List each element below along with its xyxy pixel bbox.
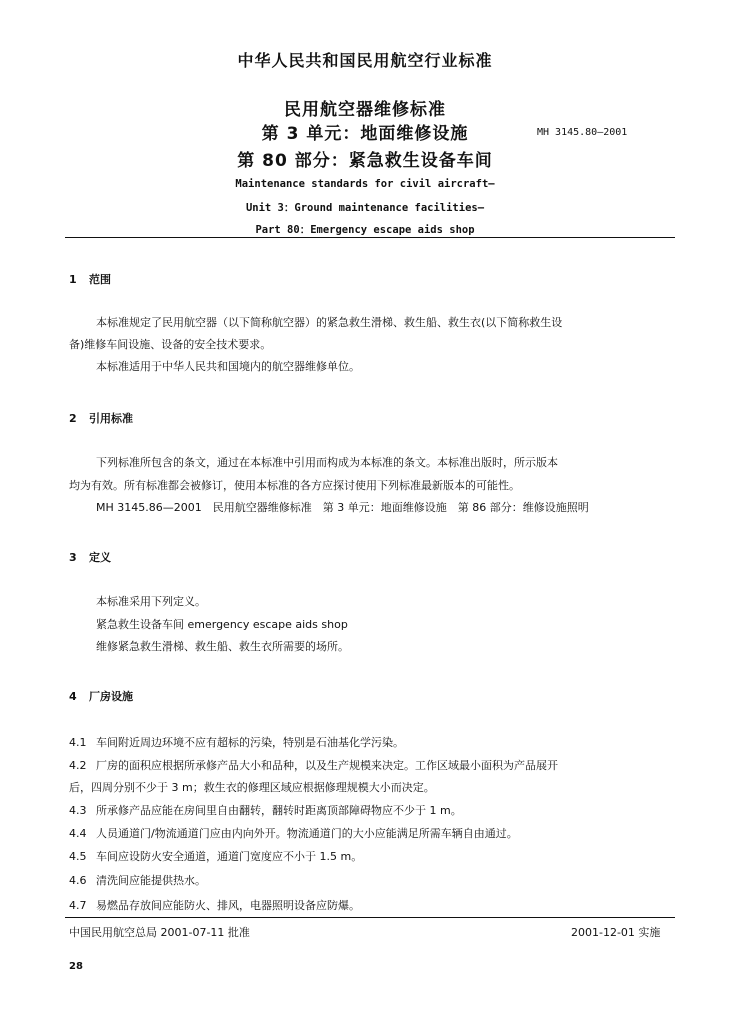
clause-4-1 [69, 732, 681, 754]
clause-text: 厂房的面积应根据所承修产品大小和品种，以及生产规模来决定。工作区域最小面积为产品展开 [96, 759, 558, 772]
approval-note: 中国民用航空总局 2001-07-11 批准 [69, 926, 250, 939]
english-title-line-1: Maintenance standards for civil aircraft— [235, 178, 495, 190]
title-line-3: 第 80 部分：紧急救生设备车间 [237, 151, 493, 171]
clause-4-2 [69, 755, 681, 777]
section-title: 引用标准 [89, 412, 133, 425]
title-line-1: 民用航空器维修标准 [284, 100, 446, 120]
section-heading-definitions [69, 549, 111, 565]
paragraph-line: 下列标准所包含的条文，通过在本标准中引用而构成为本标准的条文。本标准出版时，所示版本 [96, 456, 558, 469]
reference-item: MH 3145.86—2001 民用航空器维修标准 第 3 单元：地面维修设施 第 86 部分：维修设施照明 [96, 501, 589, 514]
english-title-line-3: Part 80：Emergency escape aids shop [255, 224, 475, 236]
section-title: 厂房设施 [89, 690, 133, 703]
clause-4-3 [69, 800, 681, 822]
paragraph-line: 本标准适用于中华人民共和国境内的航空器维修单位。 [96, 360, 360, 373]
section-number: 2 [69, 412, 77, 425]
clause-number: 4.2 [69, 759, 87, 772]
clause-text: 人员通道门/物流通道门应由内向外开。物流通道门的大小应能满足所需车辆自由通过。 [96, 827, 518, 840]
paragraph-line: 备)维修车间设施、设备的安全技术要求。 [69, 338, 272, 351]
clause-number: 4.4 [69, 827, 87, 840]
page-number: 28 [69, 961, 83, 972]
clause-text: 车间应设防火安全通道，通道门宽度应不小于 1.5 m。 [96, 850, 363, 863]
clause-4-5 [69, 846, 681, 868]
section-heading-references [69, 410, 133, 426]
clause-number: 4.7 [69, 899, 87, 912]
section-title: 范围 [89, 273, 111, 286]
clause-number: 4.6 [69, 874, 87, 887]
clause-text: 清洗间应能提供热水。 [96, 874, 206, 887]
section-title: 定义 [89, 551, 111, 564]
standard-number: MH 3145.80—2001 [537, 127, 628, 138]
clause-4-6 [69, 870, 681, 892]
section-number: 1 [69, 273, 77, 286]
implementation-date: 2001-12-01 实施 [571, 926, 661, 939]
clause-4-4 [69, 823, 681, 845]
definition-text: 维修紧急救生滑梯、救生船、救生衣所需要的场所。 [96, 640, 349, 653]
paragraph-line: 本标准规定了民用航空器（以下简称航空器）的紧急救生滑梯、救生船、救生衣(以下简称救生设 [96, 316, 563, 329]
clause-number: 4.3 [69, 804, 87, 817]
clause-text: 所承修产品应能在房间里自由翻转，翻转时距离顶部障碍物应不少于 1 m。 [96, 804, 462, 817]
section-number: 4 [69, 690, 77, 703]
clause-4-2-continued: 后，四周分别不少于 3 m；救生衣的修理区域应根据修理规模大小而决定。 [69, 781, 435, 794]
section-heading-facilities [69, 688, 133, 704]
definition-intro: 本标准采用下列定义。 [96, 595, 206, 608]
standard-category: 中华人民共和国民用航空行业标准 [237, 51, 493, 70]
footer-divider [65, 917, 675, 918]
clause-number: 4.1 [69, 736, 87, 749]
clause-text: 易燃品存放间应能防火、排风，电器照明设备应防爆。 [96, 899, 360, 912]
paragraph-line: 均为有效。所有标准都会被修订，使用本标准的各方应探讨使用下列标准最新版本的可能性。 [69, 479, 520, 492]
header-divider [65, 237, 675, 238]
clause-text: 车间附近周边环境不应有超标的污染，特别是石油基化学污染。 [96, 736, 404, 749]
section-number: 3 [69, 551, 77, 564]
section-heading-scope [69, 271, 111, 287]
english-title-line-2: Unit 3：Ground maintenance facilities— [245, 202, 485, 214]
title-line-2: 第 3 单元：地面维修设施 [261, 124, 469, 144]
clause-4-7 [69, 895, 681, 917]
clause-number: 4.5 [69, 850, 87, 863]
definition-term: 紧急救生设备车间 emergency escape aids shop [96, 618, 348, 631]
